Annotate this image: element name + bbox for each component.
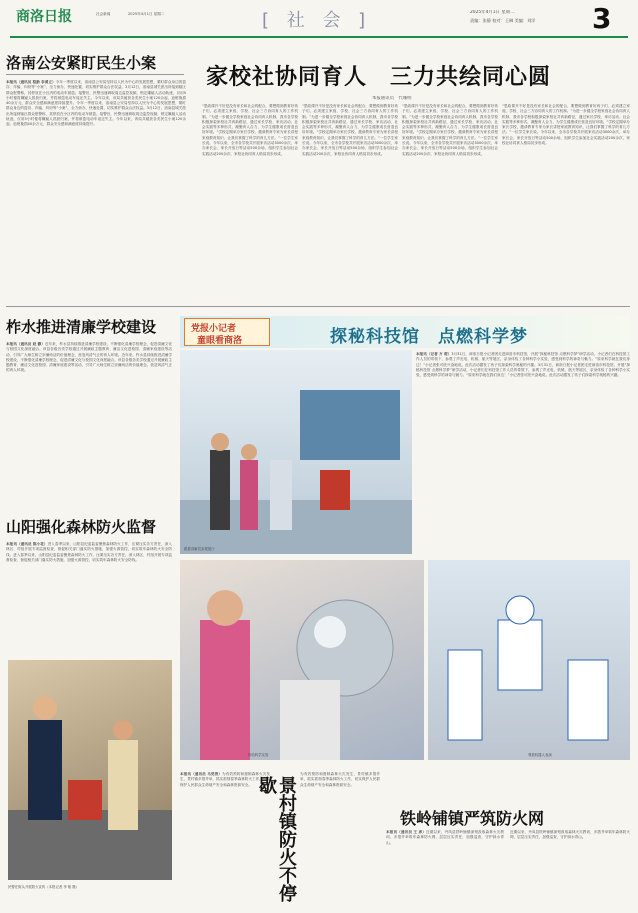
police-text: 今年一季度以来，洛南县公安局坚持以人民为中心的发展思想，紧盯群众身边的盗窃、诈骗、纠纷等“小案”，全力侦办、快速处置，切实维护群众合法权益。3月12日，洛南县城关派出所接到辖区群众报警称，其停放在小区内的电动车被盗。接警后，民警迅速调取周边监控视频，锁定嫌疑人活动轨迹，仅用5小时便将嫌疑人抓获归案，并将被盗电动车返还失主。今年以来，该局共破获各类民生小案120余起，追赃挽损40余万元，群众安全感和满意度持续提升。 [6,80,186,106]
main-body-4 [502,104,630,304]
railway-body-1 [386,830,504,908]
integrity-text-cont: 近年来，柞水县持续推进清廉学校建设，不断强化清廉学校理念，促进清廉文化与校园文化深度融合。该县各级各类学校通过开展廉政主题教育、廉洁文化进校园、清廉家庭建设等活动，引导广大师生树立崇廉尚洁的价值理念，营造风清气正的育人环境。 [6,352,172,373]
masthead-brand: 商洛日报 [16,9,72,25]
firefight-body-2 [300,772,380,906]
page-number: 3 [592,2,612,35]
police-body [6,80,186,270]
forest-title: 山阳强化森林防火监督 [6,518,157,536]
main-text-4: “思政课开不好是没有家长和社会的配合，要想做到教育好孩子们，必须建立家庭、学校、社会三方协同育人的工作机制。”为进一步健全学校家庭社会协同育人机制，我市各学校积极探索家校社共育新路径，通过家长学校、家访活动、社会实践等多种形式，凝聚育人合力，为学生健康成长营造良好环境。“学校定期举办家长学校，邀请教育专家为家长讲授家庭教育知识，让我们掌握了科学的育儿方法。”一位学生家长说。今年以来，全市各学校共开展家访活动3000余次，举办家长会、家长开放日等活动500余场，组织学生参加社会实践活动200余次，家校社协同育人格局初步形成。 [502,104,630,146]
forest-byline: 本报讯（通讯员 陈小花） [6,542,48,546]
integrity-text: 近年来，柞水县持续推进清廉学校建设，不断强化清廉学校理念，促进清廉文化与校园文化深度融合。该县各级各类学校通过开展廉政主题教育、廉洁文化进校园、清廉家庭建设等活动，引导广大师生树立崇廉尚洁的价值理念，营造风清气正的育人环境。 [6,342,172,357]
firefight-text-2: 为有效预防和遏制森林火灾发生，景村镇多措并举，抓实抓细春季森林防火工作，切实保护人民群众生命财产安全和森林资源安全。 [300,772,380,787]
section-title: [ 社 会 ] [262,10,372,31]
integrity-byline: 本报讯（通讯员 赵 静） [6,342,45,346]
science-text-cont: 3月31日，商洛日报小记者团走进商洛市科技馆，开展“探秘科技馆 点燃科学梦”研学活动，小记者们在科技馆工作人员的带领下，参观了声光电、机械、航天等展区，亲身体验了各种科学小实验，感受到科学的神奇与魅力。“原来科学就在我们身边！”小记者张可欣兴奋地说。此次活动激发了孩子们探索科学奥秘的兴趣。 [416,362,630,378]
masthead-sub1: 社会新闻 [96,12,111,16]
masthead-editors: 责编：张静 校对：王琳 美编：刘洋 [470,18,536,23]
forest-body [6,542,172,654]
bottom-caption-text: 民警在街头开展防火宣传 [8,885,46,889]
science-byline: 本报讯（记者 方 莉） [416,352,452,356]
bottom-caption [8,884,172,889]
police-byline: 本报讯（通讯员 程新 李勇立） [6,80,56,84]
caption-1: 跟着讲解员参观展厅 [184,547,215,551]
firefight-title: 景村镇防火不停歇 [256,776,297,902]
firefight-text-1: 为有效预防和遏制森林火灾发生，景村镇多措并举，抓实抓细春季森林防火工作，切实保护人民群众生命财产安全和森林资源安全。 [180,772,270,787]
police-title: 洛南公安紧盯民生小案 [6,54,157,72]
police-photo [8,660,172,880]
masthead-sub2: 2025年4月1日 星期二 [128,12,165,16]
main-body-2 [302,104,398,304]
science-photo-2-scene [180,560,424,760]
science-photo-3 [428,560,630,760]
railway-body-2 [510,830,630,908]
firefight-byline: 本报讯（通讯员 马党涛） [180,772,223,776]
science-body [416,352,630,556]
banner-line-2: 童眼看商洛 [197,336,243,346]
science-photo-2 [180,560,424,760]
science-photo-3-scene [428,560,630,760]
masthead-date: 2025年4月1日 星期二 [470,10,515,15]
mid-rule [6,306,630,307]
caption-3: 观看机器人表演 [528,753,552,757]
kids-reporter-badge [184,318,270,346]
police-rule [6,74,184,75]
railway-byline: 本报讯（通讯员 王 彦） [386,830,426,834]
masthead-rule [10,36,628,38]
forest-text: 进入春季以来，山阳县纪委监委聚焦森林防火工作，压紧压实各方责任，深入林区、村组开展专项监督检查，督促相关部门落实防火措施，加强火源管控，切实筑牢森林防火安全防线。 [6,542,172,557]
police-text-cont: 今年一季度以来，洛南县公安局坚持以人民为中心的发展思想，紧盯群众身边的盗窃、诈骗、纠纷等“小案”，全力侦办、快速处置，切实维护群众合法权益。3月12日，洛南县城关派出所接到辖区群众报警称，其停放在小区内的电动车被盗。接警后，民警迅速调取周边监控视频，锁定嫌疑人活动轨迹，仅用5小时便将嫌疑人抓获归案，并将被盗电动车返还失主。今年以来，该局共破获各类民生小案120余起，追赃挽损40余万元，群众安全感和满意度持续提升。 [6,101,186,127]
main-byline: 本报通讯员 代珊明 [372,96,412,101]
police-photo-scene [8,660,172,880]
science-photo-1 [180,350,412,554]
caption-2: 体验科学实验 [248,753,269,757]
railway-text-2: 近期以来，丹凤县铁岭铺镇深刻汲取森林火灾教训，多措并举筑牢森林防火网，层层压实责任，加强巡查，守护绿水青山。 [510,830,630,840]
science-text: 3月31日，商洛日报小记者团走进商洛市科技馆，开展“探秘科技馆 点燃科学梦”研学活动，小记者们在科技馆工作人员的带领下，参观了声光电、机械、航天等展区，亲身体验了各种科学小实验，感受到科学的神奇与魅力。“原来科学就在我们身边！”小记者张可欣兴奋地说。此次活动激发了孩子们探索科学奥秘的兴趣。 [416,352,630,367]
science-title: 探秘科技馆 点燃科学梦 [330,327,528,347]
science-photo-1-scene [180,350,412,554]
banner-line-1: 党报小记者 [191,324,237,334]
science-banner [180,316,630,348]
forest-text-cont: 进入春季以来，山阳县纪委监委聚焦森林防火工作，压紧压实各方责任，深入林区、村组开展专项监督检查，督促相关部门落实防火措施，加强火源管控，切实筑牢森林防火安全防线。 [6,552,172,562]
photo-credit: （本报记者 李 敏 摄） [45,885,80,889]
main-text-2: “思政课开不好是没有家长和社会的配合，要想做到教育好孩子们，必须建立家庭、学校、社会三方协同育人的工作机制。”为进一步健全学校家庭社会协同育人机制，我市各学校积极探索家校社共育新路径，通过家长学校、家访活动、社会实践等多种形式，凝聚育人合力，为学生健康成长营造良好环境。“学校定期举办家长学校，邀请教育专家为家长讲授家庭教育知识，让我们掌握了科学的育儿方法。”一位学生家长说。今年以来，全市各学校共开展家访活动3000余次，举办家长会、家长开放日等活动500余场，组织学生参加社会实践活动200余次，家校社协同育人格局初步形成。 [302,104,398,156]
main-body-1 [202,104,298,304]
railway-title: 铁岭铺镇严筑防火网 [400,809,545,828]
integrity-title: 柞水推进清廉学校建设 [6,318,157,336]
main-text-1: “思政课开不好是没有家长和社会的配合，要想做到教育好孩子们，必须建立家庭、学校、社会三方协同育人的工作机制。”为进一步健全学校家庭社会协同育人机制，我市各学校积极探索家校社共育新路径，通过家长学校、家访活动、社会实践等多种形式，凝聚育人合力，为学生健康成长营造良好环境。“学校定期举办家长学校，邀请教育专家为家长讲授家庭教育知识，让我们掌握了科学的育儿方法。”一位学生家长说。今年以来，全市各学校共开展家访活动3000余次，举办家长会、家长开放日等活动500余场，组织学生参加社会实践活动200余次，家校社协同育人格局初步形成。 [202,104,298,156]
integrity-body [6,342,172,510]
masthead [0,0,638,42]
main-body-3 [402,104,498,304]
main-text-3: “思政课开不好是没有家长和社会的配合，要想做到教育好孩子们，必须建立家庭、学校、社会三方协同育人的工作机制。”为进一步健全学校家庭社会协同育人机制，我市各学校积极探索家校社共育新路径，通过家长学校、家访活动、社会实践等多种形式，凝聚育人合力，为学生健康成长营造良好环境。“学校定期举办家长学校，邀请教育专家为家长讲授家庭教育知识，让我们掌握了科学的育儿方法。”一位学生家长说。今年以来，全市各学校共开展家访活动3000余次，举办家长会、家长开放日等活动500余场，组织学生参加社会实践活动200余次，家校社协同育人格局初步形成。 [402,104,498,156]
main-title: 家校社协同育人 三力共绘同心圆 [206,65,552,90]
railway-text-1: 近期以来，丹凤县铁岭铺镇深刻汲取森林火灾教训，多措并举筑牢森林防火网，层层压实责任，加强巡查，守护绿水青山。 [386,830,504,845]
